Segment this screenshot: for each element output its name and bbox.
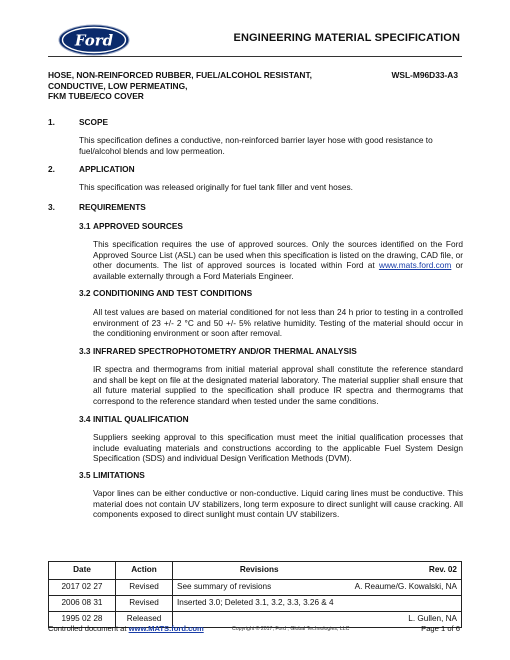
subsection-heading-infrared: INFRARED SPECTROPHOTOMETRY AND/OR THERMAL ANALYSIS	[93, 346, 357, 356]
limitations-paragraph: Vapor lines can be either conductive or non-conductive. Liquid caring lines must be conductive. This material does not contain UV stabilizers, long term exposure to direct sunlight will cause cracking. All components exposed to direct sunlight must contain UV stabilizers.	[93, 488, 463, 520]
copyright-notice: Copyright © 2017, Ford ; Global Technologies, LLC	[232, 626, 350, 632]
row-description: See summary of revisions	[173, 580, 346, 596]
header-revisions: Revisions	[173, 562, 346, 580]
section-heading-scope: SCOPE	[79, 117, 109, 127]
spec-title	[48, 70, 348, 102]
row-date: 2017 02 27	[49, 580, 116, 596]
table-row	[49, 580, 462, 596]
subsection-heading-conditioning: CONDITIONING AND TEST CONDITIONS	[93, 288, 253, 298]
row-author: A. Reaume/G. Kowalski, NA	[345, 580, 461, 596]
section-number: 3.	[48, 202, 55, 212]
row-action: Released	[116, 612, 173, 628]
document-type-title: ENGINEERING MATERIAL SPECIFICATION	[233, 32, 460, 44]
infrared-paragraph: IR spectra and thermograms from initial material approval shall constitute the reference standard and shall be kept on file at the designated material laboratory. The material supplier shall ensure that all future material supplied to the specification shall produce IR spectra and thermograms that correspond to the reference standard when tested under the same conditions.	[93, 364, 463, 406]
spec-title-line: FKM TUBE/ECO COVER	[48, 91, 144, 101]
mats-footer-link[interactable]: www.MATS.ford.com	[128, 624, 204, 633]
row-action: Revised	[116, 580, 173, 596]
row-author	[345, 596, 461, 612]
subsection-heading-limitations: LIMITATIONS	[93, 470, 145, 480]
paragraph-text: or available externally through a Ford Materials Engineer.	[93, 260, 463, 281]
row-date: 1995 02 28	[49, 612, 116, 628]
row-author: L. Gullen, NA	[345, 612, 461, 628]
application-paragraph: This specification was released originally for fuel tank filler and vent hoses.	[79, 182, 353, 192]
header-date: Date	[49, 562, 116, 580]
subsection-heading-approved-sources: APPROVED SOURCES	[93, 221, 183, 231]
header-divider	[48, 56, 462, 57]
spec-title-line: HOSE, NON-REINFORCED RUBBER, FUEL/ALCOHOL RESISTANT,	[48, 70, 312, 80]
section-number: 2.	[48, 164, 55, 174]
initial-qualification-paragraph: Suppliers seeking approval to this specification must meet the initial qualification processes that include evaluating materials and constructions according to the applicable Fuel System Design Specification (SDS) and individual Design Verification Methods (DVM).	[93, 432, 463, 464]
ford-logo	[58, 24, 130, 56]
subsection-heading-initial-qualification: INITIAL QUALIFICATION	[93, 414, 189, 424]
section-heading-requirements: REQUIREMENTS	[79, 202, 146, 212]
row-description: Inserted 3.0; Deleted 3.1, 3.2, 3.3, 3.26 & 4	[173, 596, 346, 612]
paragraph-text: This specification requires the use of approved sources. Only the sources identified on the Ford Approved Source List (ASL) can be used when this specification is listed on the drawing, CAD file, or other documents. The list of approved sources is located within Ford at	[93, 239, 463, 271]
controlled-document-note	[48, 624, 204, 634]
approved-sources-paragraph	[93, 239, 463, 281]
section-heading-application: APPLICATION	[79, 164, 135, 174]
subsection-number: 3.2	[79, 288, 91, 298]
subsection-number: 3.1	[79, 221, 91, 231]
conditioning-paragraph: All test values are based on material conditioned for not less than 24 h prior to testing in a controlled environment of 23 +/- 2 °C and 50 +/- 5% relative humidity. Testing of the material should occur in the conditioning environment or soon after removal.	[93, 307, 463, 339]
header-rev-number: Rev. 02	[345, 562, 461, 580]
spec-number: WSL-M96D33-A3	[391, 70, 458, 80]
revision-table-header	[49, 562, 462, 580]
table-row	[49, 596, 462, 612]
subsection-number: 3.5	[79, 470, 91, 480]
spec-title-line: CONDUCTIVE, LOW PERMEATING,	[48, 80, 188, 91]
controlled-prefix: Controlled document at	[48, 624, 129, 633]
mats-link[interactable]: www.mats.ford.com	[378, 260, 452, 271]
subsection-number: 3.4	[79, 414, 91, 424]
header-action: Action	[116, 562, 173, 580]
section-number: 1.	[48, 117, 55, 127]
subsection-number: 3.3	[79, 346, 91, 356]
row-action: Revised	[116, 596, 173, 612]
revision-table	[48, 561, 462, 628]
scope-paragraph: This specification defines a conductive, non-reinforced barrier layer hose with good resistance to fuel/alcohol blends and low permeation.	[79, 135, 433, 156]
row-date: 2006 08 31	[49, 596, 116, 612]
logo-text: Ford	[74, 31, 114, 50]
page-number: Page 1 of 6	[421, 624, 460, 633]
